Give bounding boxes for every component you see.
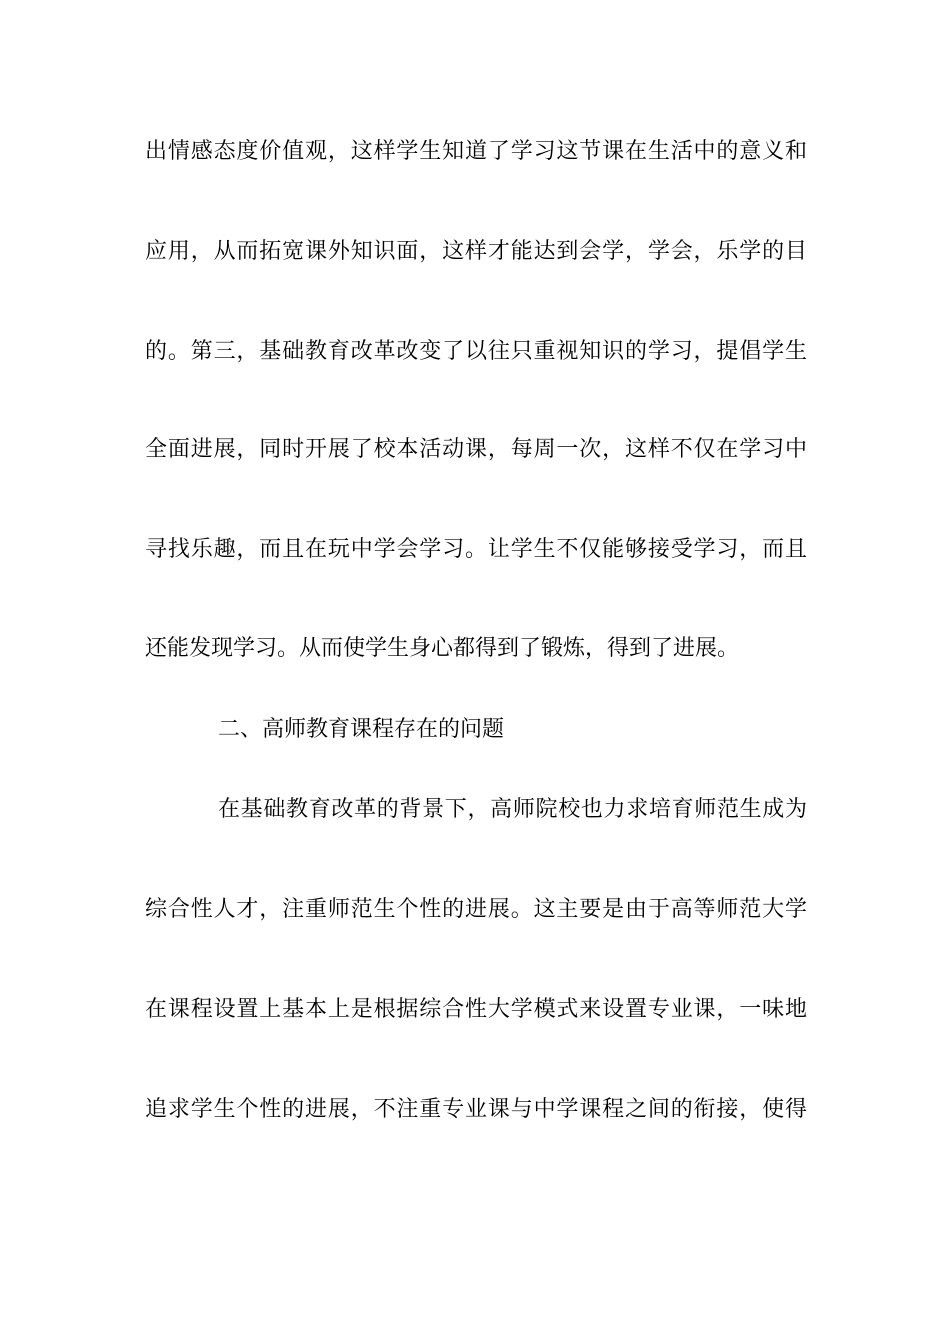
paragraph-line: 应用，从而拓宽课外知识面，这样才能达到会学，学会，乐学的目 <box>145 239 807 264</box>
paragraph-line: 在课程设置上基本上是根据综合性大学模式来设置专业课，一味地 <box>145 997 807 1022</box>
paragraph-line: 寻找乐趣，而且在玩中学会学习。让学生不仅能够接受学习，而且 <box>145 537 807 562</box>
paragraph-line: 出情感态度价值观，这样学生知道了学习这节课在生活中的意义和 <box>145 139 807 164</box>
paragraph-line: 的。第三，基础教育改革改变了以往只重视知识的学习，提倡学生 <box>145 339 807 364</box>
paragraph-line: 全面进展，同时开展了校本活动课，每周一次，这样不仅在学习中 <box>145 437 807 462</box>
paragraph-line: 在基础教育改革的背景下，高师院校也力求培育师范生成为 <box>218 797 807 822</box>
paragraph-line: 还能发现学习。从而使学生身心都得到了锻炼，得到了进展。 <box>145 636 740 661</box>
paragraph-line: 综合性人才，注重师范生个性的进展。这主要是由于高等师范大学 <box>145 897 807 922</box>
section-heading: 二、高师教育课程存在的问题 <box>218 717 505 742</box>
paragraph-line: 追求学生个性的进展，不注重专业课与中学课程之间的衔接，使得 <box>145 1097 807 1122</box>
